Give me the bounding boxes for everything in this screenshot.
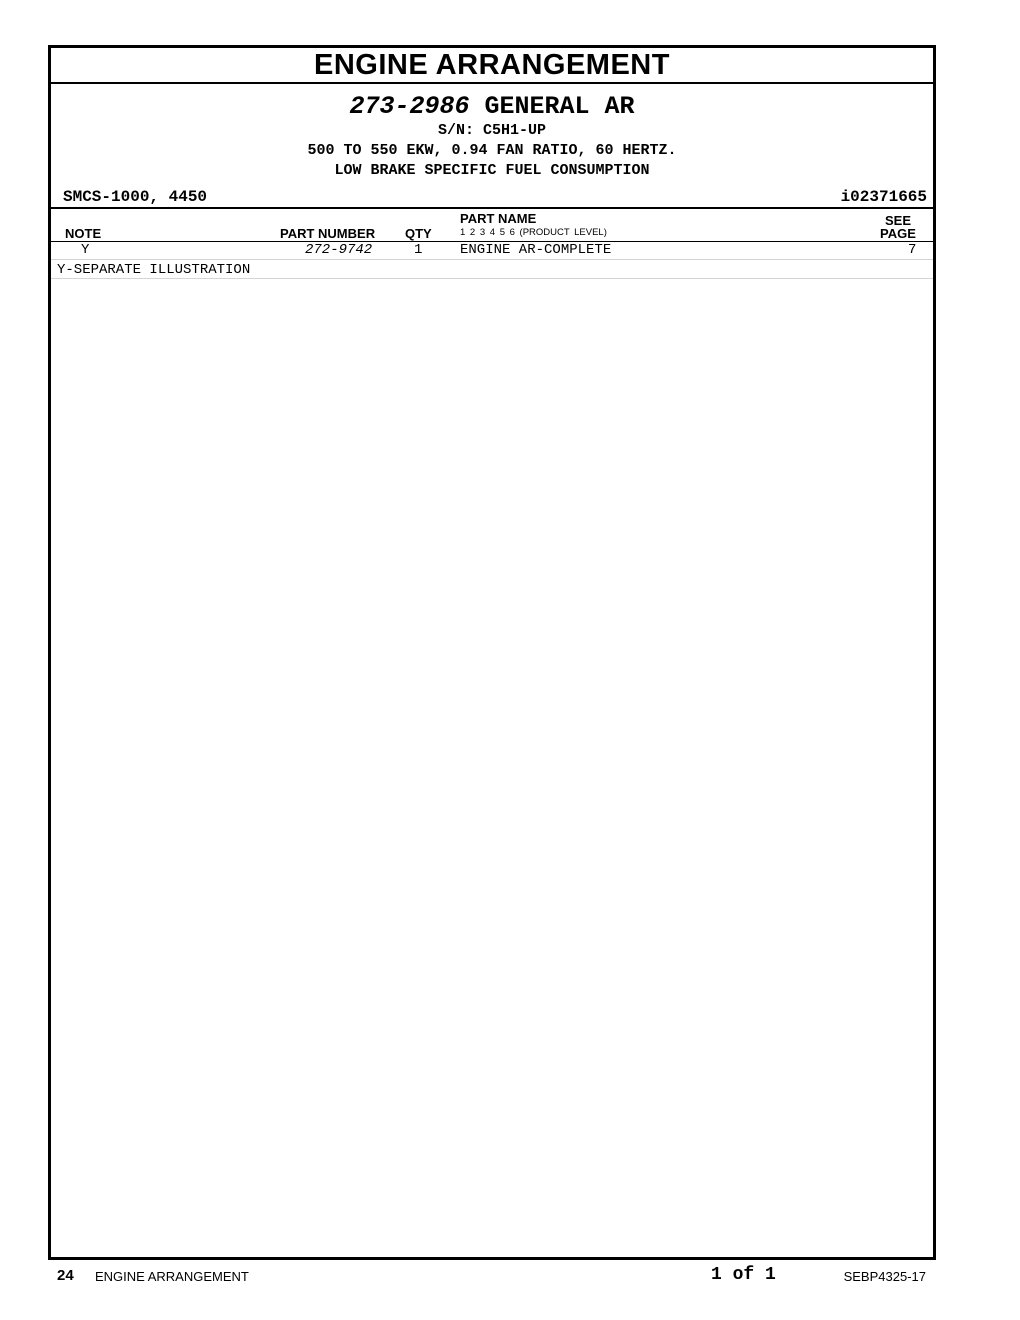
section-title: ENGINE ARRANGEMENT: [314, 48, 670, 81]
header-note: NOTE: [65, 226, 102, 241]
illustration-id: i02371665: [840, 188, 927, 206]
serial-number: S/N: C5H1-UP: [437, 122, 547, 139]
row-note: Y: [81, 242, 90, 258]
header-qty: QTY: [405, 226, 432, 241]
footer-page-number: 24: [57, 1267, 74, 1284]
group-name: GENERAL AR: [484, 92, 635, 121]
section-title-bar: [51, 48, 933, 84]
group-title: [51, 92, 933, 121]
description-line-1: 500 TO 550 EKW, 0.94 FAN RATIO, 60 HERTZ.: [307, 142, 677, 159]
footer-page-of: 1 of 1: [711, 1265, 776, 1285]
table-footnote-row: [51, 260, 933, 279]
row-part-name: ENGINE AR-COMPLETE: [460, 242, 612, 258]
header-part-name: PART NAME: [460, 211, 537, 226]
row-part-number: 272-9742: [305, 242, 373, 258]
table-row: [51, 242, 933, 260]
footer-doc-id: SEBP4325-17: [843, 1269, 926, 1284]
table-footnote: Y-SEPARATE ILLUSTRATION: [57, 262, 251, 278]
smcs-code: SMCS-1000, 4450: [63, 188, 208, 206]
table-header: [51, 209, 933, 242]
page-frame: [48, 45, 936, 1260]
header-page: PAGE: [880, 226, 916, 241]
page-footer: [0, 1265, 1020, 1289]
group-part-number: 273-2986: [349, 92, 470, 121]
smcs-row: [51, 185, 933, 209]
description-line-2: LOW BRAKE SPECIFIC FUEL CONSUMPTION: [334, 162, 650, 179]
row-see-page: 7: [908, 242, 917, 258]
row-qty: 1: [414, 242, 423, 258]
header-part-number: PART NUMBER: [280, 226, 376, 241]
footer-section: ENGINE ARRANGEMENT: [95, 1269, 249, 1284]
header-see: SEE: [885, 213, 912, 228]
header-product-levels: 1 2 3 4 5 6 (PRODUCT LEVEL): [460, 227, 607, 238]
